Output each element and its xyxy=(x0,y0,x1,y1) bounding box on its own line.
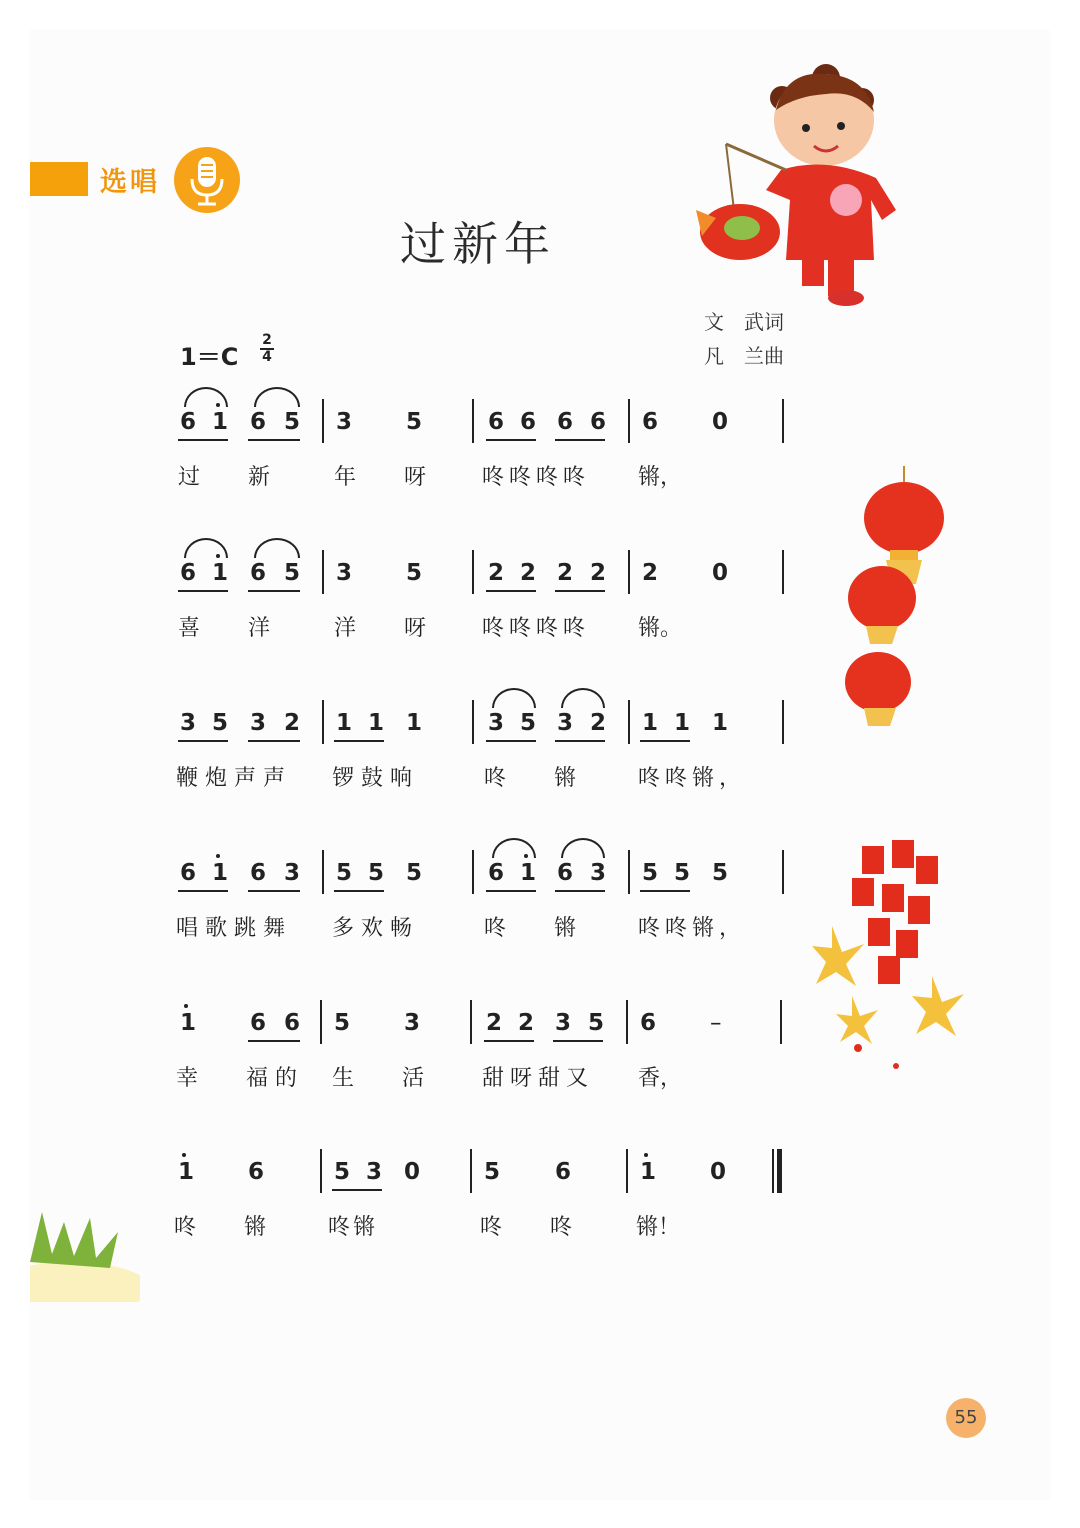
eighth-beam xyxy=(486,439,536,441)
note: 5 xyxy=(588,1010,605,1036)
lyric: 过 xyxy=(178,465,201,490)
note: 2 xyxy=(520,560,537,586)
note: 1 xyxy=(178,1159,195,1185)
note: 2 xyxy=(590,710,607,736)
eighth-beam xyxy=(248,890,300,892)
time-signature-top: 2 xyxy=(262,332,272,348)
score-line-4 xyxy=(0,858,1080,978)
note: 3 xyxy=(557,710,574,736)
lyric: 唱歌跳舞 xyxy=(176,916,293,941)
note: 6 xyxy=(642,409,659,435)
note: 6 xyxy=(555,1159,572,1185)
note: 3 xyxy=(284,860,301,886)
note: 5 xyxy=(212,710,229,736)
barline xyxy=(780,1000,782,1044)
note: 1 xyxy=(520,860,537,886)
eighth-beam xyxy=(248,439,300,441)
score-line-1 xyxy=(0,407,1080,527)
eighth-beam xyxy=(486,590,536,592)
eighth-beam xyxy=(178,439,228,441)
note: 1 xyxy=(640,1159,657,1185)
note: 6 xyxy=(250,860,267,886)
lyric: 咚 xyxy=(480,1215,503,1240)
lyric: 锵。 xyxy=(638,616,683,641)
eighth-beam xyxy=(553,1040,603,1042)
note: 2 xyxy=(642,560,659,586)
note: 6 xyxy=(640,1010,657,1036)
note: 5 xyxy=(642,860,659,886)
eighth-beam xyxy=(555,740,605,742)
note: 2 xyxy=(486,1010,503,1036)
eighth-beam xyxy=(640,740,690,742)
lyric: 香， xyxy=(638,1066,683,1091)
note: 2 xyxy=(518,1010,535,1036)
note: 6 xyxy=(250,409,267,435)
barline xyxy=(782,850,784,894)
note: 6 xyxy=(590,409,607,435)
barline xyxy=(320,1149,322,1193)
lyric: 咚 xyxy=(484,916,507,941)
eighth-beam xyxy=(486,890,536,892)
lyric: 咚 xyxy=(174,1215,197,1240)
time-signature-bottom: 4 xyxy=(262,349,272,365)
note: 3 xyxy=(336,560,353,586)
note: 6 xyxy=(248,1159,265,1185)
lyric: 洋 xyxy=(334,616,357,641)
eighth-beam xyxy=(486,740,536,742)
note: 5 xyxy=(368,860,385,886)
microphone-icon xyxy=(174,147,240,213)
note: 6 xyxy=(557,860,574,886)
note: 6 xyxy=(488,409,505,435)
rest: 0 xyxy=(710,1159,727,1185)
score-line-3 xyxy=(0,708,1080,828)
lyric: 呀 xyxy=(404,465,427,490)
eighth-beam xyxy=(555,590,605,592)
eighth-beam xyxy=(640,890,690,892)
high-octave-dot xyxy=(184,1004,188,1008)
lyric: 呀 xyxy=(404,616,427,641)
barline xyxy=(322,550,324,594)
note: 5 xyxy=(712,860,729,886)
lyric: 咚 xyxy=(484,766,507,791)
lyric: 咚 xyxy=(550,1215,573,1240)
lyric: 福的 xyxy=(246,1066,305,1091)
song-title: 过新年 xyxy=(400,217,556,271)
lyric: 咚咚咚咚 xyxy=(482,465,591,490)
note: 5 xyxy=(334,1159,351,1185)
eighth-beam xyxy=(332,1189,382,1191)
note-extension: – xyxy=(710,1010,722,1036)
note: 1 xyxy=(642,710,659,736)
score-line-2 xyxy=(0,558,1080,678)
lyric: 喜 xyxy=(178,616,201,641)
barline xyxy=(626,1000,628,1044)
note: 3 xyxy=(180,710,197,736)
lyric: 锵！ xyxy=(636,1215,681,1240)
composer-credit: 凡 兰曲 xyxy=(704,344,784,368)
page-number: 55 xyxy=(946,1398,986,1438)
note: 5 xyxy=(520,710,537,736)
barline xyxy=(472,550,474,594)
note: 3 xyxy=(404,1010,421,1036)
note: 2 xyxy=(557,560,574,586)
barline xyxy=(782,700,784,744)
lyric: 咚咚咚咚 xyxy=(482,616,591,641)
note: 1 xyxy=(674,710,691,736)
score-line-5 xyxy=(0,1008,1080,1128)
barline xyxy=(322,700,324,744)
barline xyxy=(628,700,630,744)
note: 1 xyxy=(368,710,385,736)
score-line-6 xyxy=(0,1157,1080,1277)
lyric: 锵 xyxy=(554,916,577,941)
section-tag: 选唱 xyxy=(100,167,160,198)
rest: 0 xyxy=(404,1159,421,1185)
lyric: 新 xyxy=(248,465,271,490)
final-barline-thick xyxy=(777,1149,782,1193)
note: 2 xyxy=(488,560,505,586)
barline xyxy=(782,399,784,443)
barline xyxy=(470,1149,472,1193)
section-tag-bar xyxy=(30,162,88,196)
note: 6 xyxy=(488,860,505,886)
note: 1 xyxy=(336,710,353,736)
note: 1 xyxy=(212,560,229,586)
eighth-beam xyxy=(555,890,605,892)
eighth-beam xyxy=(178,590,228,592)
high-octave-dot xyxy=(644,1153,648,1157)
girl-with-lantern-illustration xyxy=(686,60,916,310)
note: 5 xyxy=(336,860,353,886)
lyricist-credit: 文 武词 xyxy=(704,310,784,334)
lyric: 幸 xyxy=(176,1066,199,1091)
note: 1 xyxy=(180,1010,197,1036)
barline xyxy=(472,700,474,744)
barline xyxy=(628,850,630,894)
lyric: 锣鼓响 xyxy=(332,766,420,791)
high-octave-dot xyxy=(182,1153,186,1157)
note: 3 xyxy=(366,1159,383,1185)
lyric: 咚咚锵， xyxy=(638,766,747,791)
note: 6 xyxy=(180,560,197,586)
barline xyxy=(472,399,474,443)
rest: 0 xyxy=(712,560,729,586)
barline xyxy=(320,1000,322,1044)
note: 5 xyxy=(284,409,301,435)
lyric: 洋 xyxy=(248,616,271,641)
note: 6 xyxy=(250,560,267,586)
eighth-beam xyxy=(248,740,300,742)
note: 6 xyxy=(180,860,197,886)
eighth-beam xyxy=(555,439,605,441)
eighth-beam xyxy=(248,1040,300,1042)
eighth-beam xyxy=(334,890,384,892)
time-signature xyxy=(258,333,276,365)
note: 6 xyxy=(284,1010,301,1036)
lyric: 锵 xyxy=(244,1215,267,1240)
note: 3 xyxy=(488,710,505,736)
lyric: 锵 xyxy=(554,766,577,791)
eighth-beam xyxy=(248,590,300,592)
key-signature: 1＝C xyxy=(180,343,239,371)
note: 3 xyxy=(555,1010,572,1036)
note: 6 xyxy=(250,1010,267,1036)
note: 1 xyxy=(406,710,423,736)
lyric: 咚咚锵， xyxy=(638,916,747,941)
barline xyxy=(322,850,324,894)
note: 6 xyxy=(180,409,197,435)
note: 5 xyxy=(406,409,423,435)
high-octave-dot xyxy=(216,854,220,858)
rest: 0 xyxy=(712,409,729,435)
note: 6 xyxy=(520,409,537,435)
note: 2 xyxy=(590,560,607,586)
note: 5 xyxy=(406,860,423,886)
note: 1 xyxy=(712,710,729,736)
note: 3 xyxy=(250,710,267,736)
eighth-beam xyxy=(178,740,228,742)
note: 5 xyxy=(674,860,691,886)
barline xyxy=(470,1000,472,1044)
note: 3 xyxy=(336,409,353,435)
eighth-beam xyxy=(484,1040,534,1042)
eighth-beam xyxy=(334,740,384,742)
eighth-beam xyxy=(178,890,228,892)
lyric: 甜呀甜又 xyxy=(482,1066,595,1091)
barline xyxy=(322,399,324,443)
note: 5 xyxy=(484,1159,501,1185)
barline xyxy=(628,550,630,594)
final-barline-thin xyxy=(772,1149,774,1193)
lyric: 活 xyxy=(402,1066,425,1091)
note: 1 xyxy=(212,860,229,886)
lyric: 锵， xyxy=(638,465,683,490)
lyric: 鞭炮声声 xyxy=(176,766,293,791)
lyric: 生 xyxy=(332,1066,355,1091)
note: 3 xyxy=(590,860,607,886)
barline xyxy=(626,1149,628,1193)
lyric: 咚锵 xyxy=(328,1215,379,1240)
note: 1 xyxy=(212,409,229,435)
lyric: 多欢畅 xyxy=(332,916,420,941)
barline xyxy=(472,850,474,894)
barline xyxy=(628,399,630,443)
note: 5 xyxy=(334,1010,351,1036)
lyric: 年 xyxy=(334,465,357,490)
note: 6 xyxy=(557,409,574,435)
note: 2 xyxy=(284,710,301,736)
barline xyxy=(782,550,784,594)
note: 5 xyxy=(284,560,301,586)
note: 5 xyxy=(406,560,423,586)
